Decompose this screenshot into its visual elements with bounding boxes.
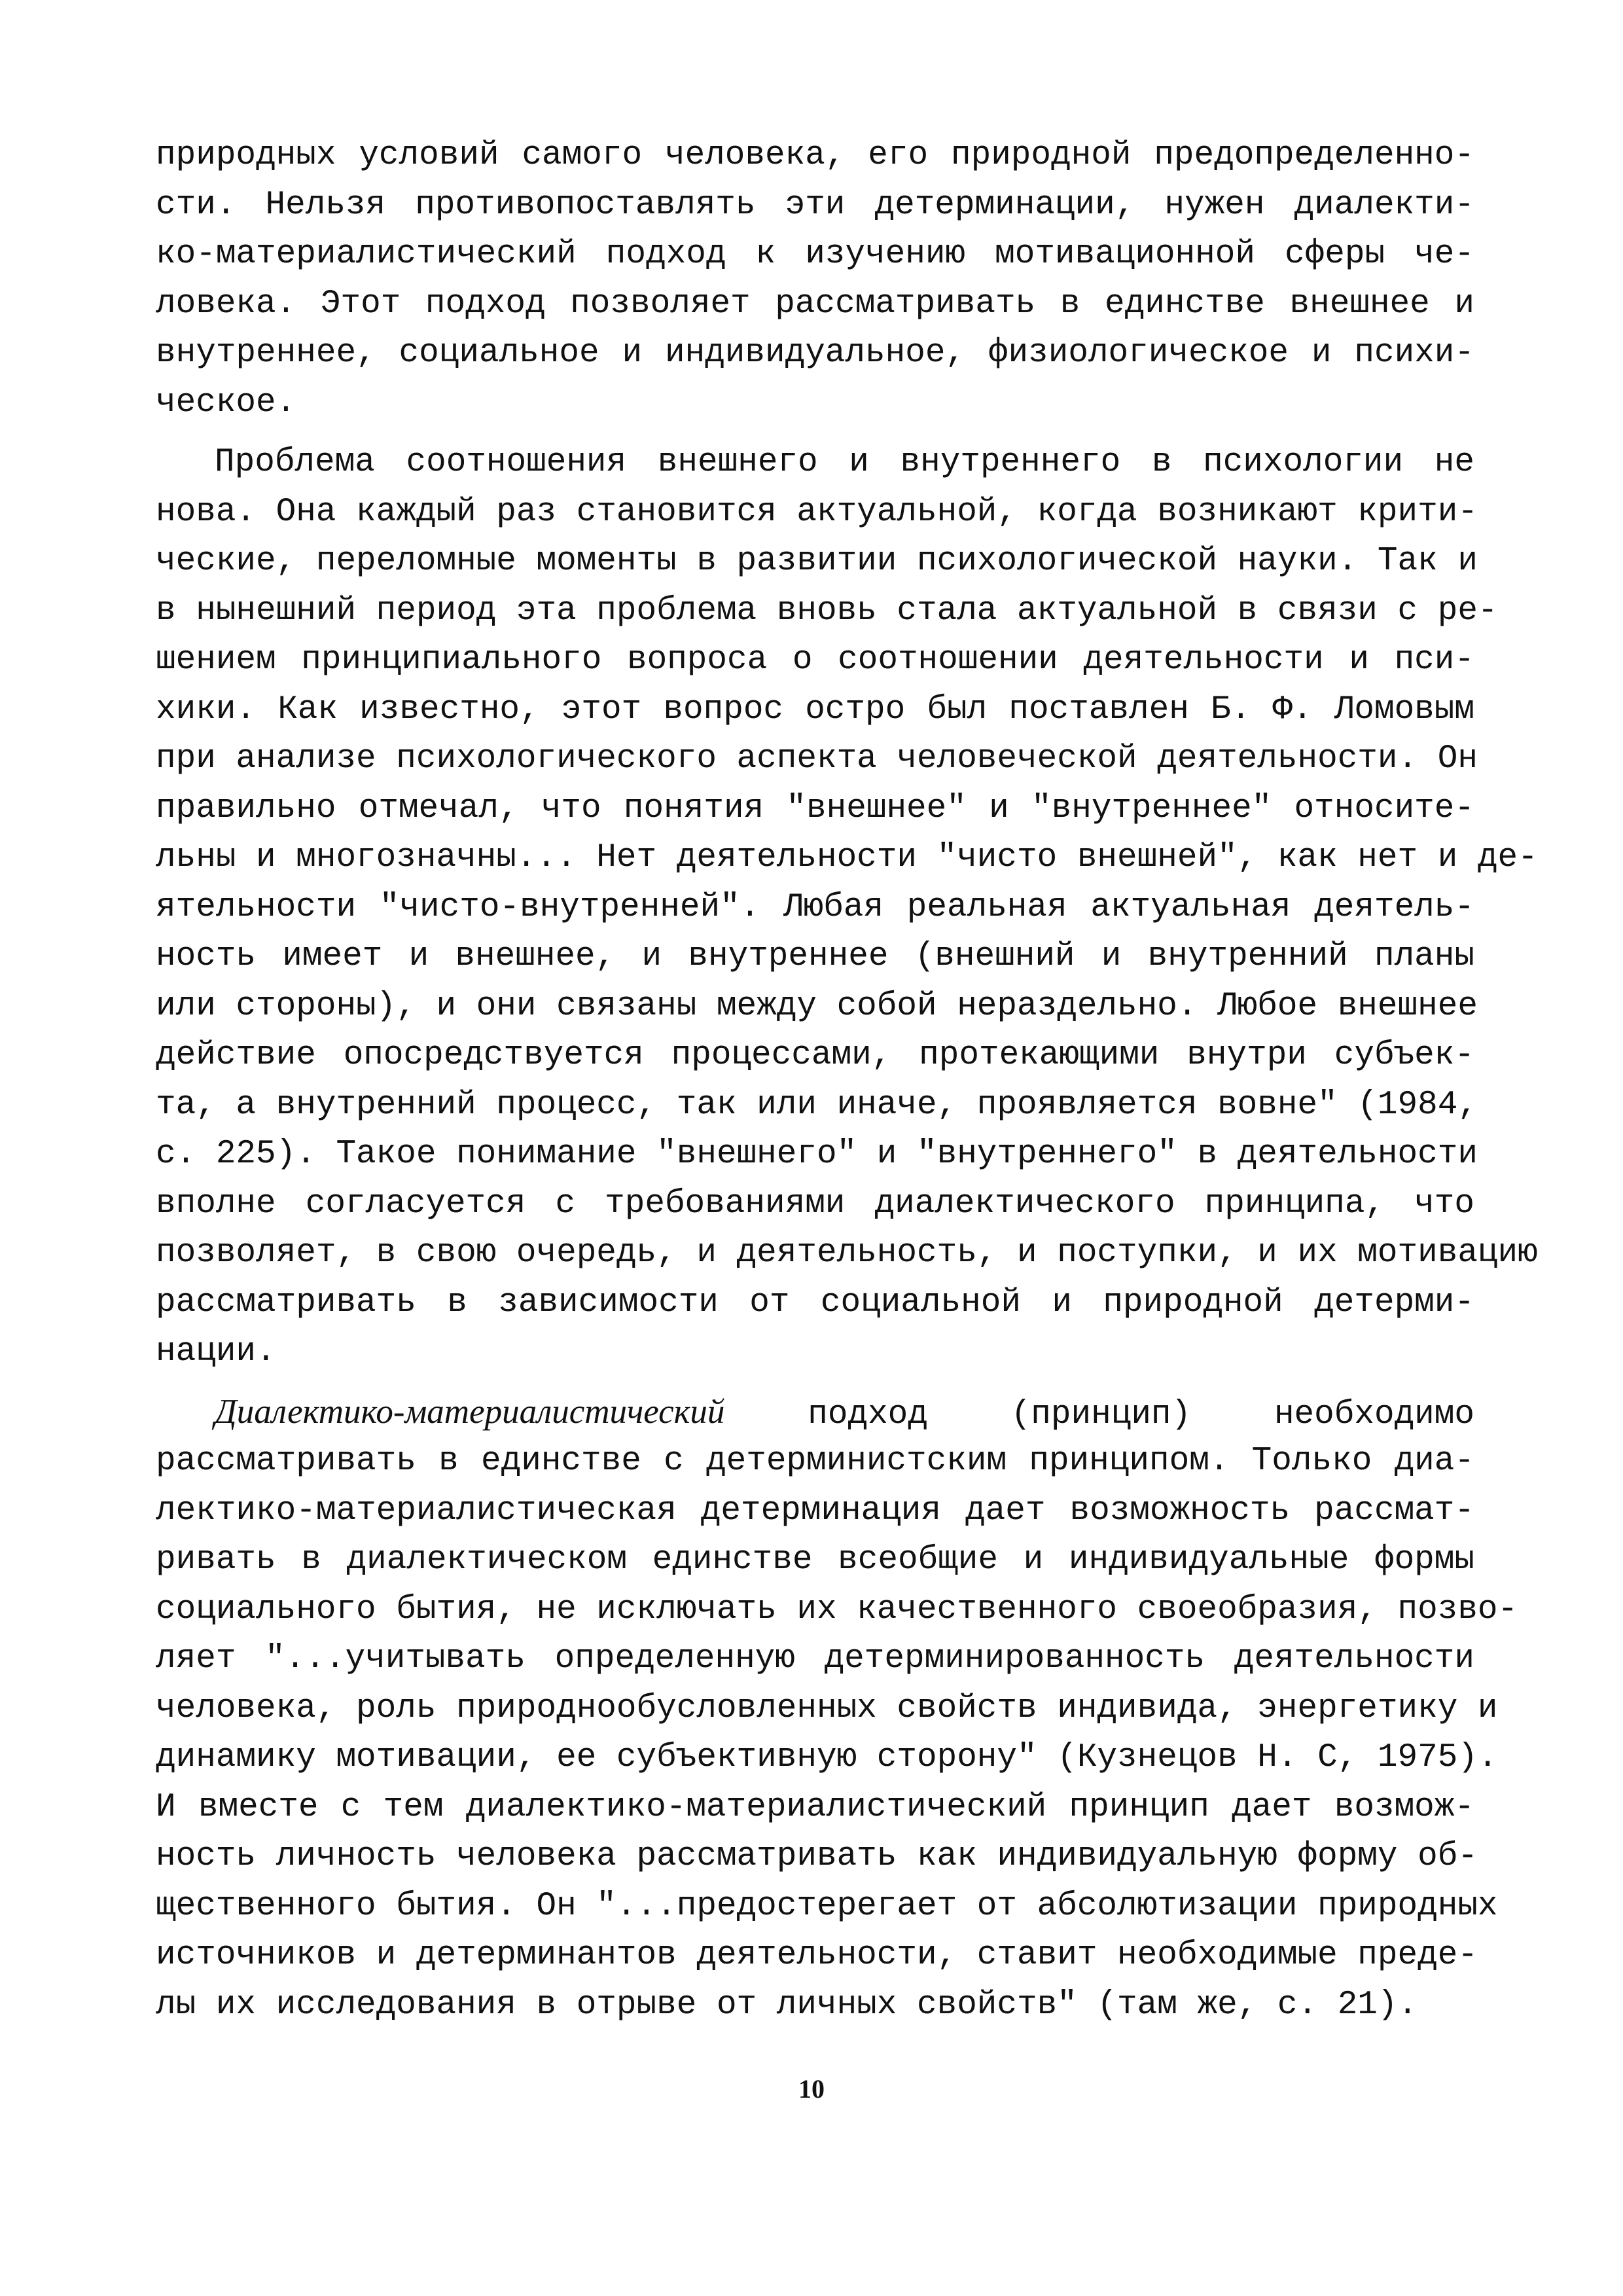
text-line: правильно отмечал, что понятия "внешнее" и "внутреннее" относите- bbox=[156, 789, 1474, 827]
paragraph bbox=[156, 131, 1474, 427]
text-line: внутреннее, социальное и индивидуальное, физиологическое и психи- bbox=[156, 334, 1474, 372]
text-line: ко-материалистический подход к изучению мотивационной сферы че- bbox=[156, 236, 1474, 273]
text-line: нации. bbox=[156, 1333, 276, 1371]
text-line: природных условий самого человека, его природной предопределенно- bbox=[156, 137, 1474, 174]
text-line: вполне согласуется с требованиями диалектического принципа, что bbox=[156, 1185, 1474, 1223]
text-line: нова. Она каждый раз становится актуальной, когда возникают крити- bbox=[156, 493, 1478, 531]
text-run: подход (принцип) необходимо bbox=[808, 1395, 1475, 1433]
text-line: социального бытия, не исключать их качественного своеобразия, позво- bbox=[156, 1590, 1518, 1628]
text-line: хики. Как известно, этот вопрос остро был поставлен Б. Ф. Ломовым bbox=[156, 691, 1474, 728]
text-line: та, а внутренний процесс, так или иначе, проявляется вовне" (1984, bbox=[156, 1086, 1478, 1124]
text-line: источников и детерминантов деятельности, ставит необходимые преде- bbox=[156, 1937, 1478, 1974]
text-line: рассматривать в зависимости от социальной и природной детерми- bbox=[156, 1283, 1474, 1321]
text-line: лы их исследования в отрыве от личных свойств" (там же, с. 21). bbox=[156, 1986, 1418, 2024]
text-line: льны и многозначны... Нет деятельности "чисто внешней", как нет и де- bbox=[156, 839, 1538, 876]
body-text bbox=[156, 131, 1538, 2030]
text-line: ность личность человека рассматривать как индивидуальную форму об- bbox=[156, 1838, 1478, 1875]
text-line bbox=[156, 1388, 1474, 1437]
text-line: ятельности "чисто-внутренней". Любая реальная актуальная деятель- bbox=[156, 888, 1474, 926]
text-line: в нынешний период эта проблема вновь стала актуальной в связи с ре- bbox=[156, 592, 1498, 630]
text-line: рассматривать в единстве с детерминистским принципом. Только диа- bbox=[156, 1443, 1474, 1480]
text-line: ривать в диалектическом единстве всеобщие и индивидуальные формы bbox=[156, 1541, 1474, 1579]
text-line: динамику мотивации, ее субъективную сторону" (Кузнецов Н. С, 1975). bbox=[156, 1739, 1498, 1776]
text-line: шением принципиального вопроса о соотношении деятельности и пси- bbox=[156, 641, 1474, 679]
text-line: И вместе с тем диалектико-материалистический принцип дает возмож- bbox=[156, 1788, 1474, 1826]
text-line: ность имеет и внешнее, и внутреннее (внешний и внутренний планы bbox=[156, 938, 1474, 975]
text-line: действие опосредствуется процессами, протекающими внутри субъек- bbox=[156, 1037, 1474, 1074]
text-line: Проблема соотношения внешнего и внутреннего в психологии не bbox=[215, 444, 1474, 481]
text-line: лектико-материалистическая детерминация дает возможность рассмат- bbox=[156, 1492, 1474, 1530]
text-line: с. 225). Такое понимание "внешнего" и "внутреннего" в деятельности bbox=[156, 1136, 1478, 1173]
text-line: ческие, переломные моменты в развитии психологической науки. Так и bbox=[156, 543, 1478, 580]
page-number: 10 bbox=[798, 2074, 825, 2104]
text-line: ческое. bbox=[156, 384, 296, 422]
text-line: ловека. Этот подход позволяет рассматривать в единстве внешнее и bbox=[156, 285, 1474, 323]
text-line: или стороны), и они связаны между собой нераздельно. Любое внешнее bbox=[156, 987, 1478, 1025]
paragraph bbox=[156, 1388, 1518, 2030]
italic-term: Диалектико-материалистический bbox=[215, 1392, 725, 1431]
text-line: щественного бытия. Он "...предостерегает от абсолютизации природных bbox=[156, 1887, 1498, 1925]
text-line: сти. Нельзя противопоставлять эти детерминации, нужен диалекти- bbox=[156, 186, 1474, 224]
text-line: ляет "...учитывать определенную детерминированность деятельности bbox=[156, 1640, 1474, 1677]
text-line: человека, роль природнообусловленных свойств индивида, энергетику и bbox=[156, 1689, 1498, 1727]
paragraph bbox=[156, 438, 1538, 1377]
text-line: позволяет, в свою очередь, и деятельность, и поступки, и их мотивацию bbox=[156, 1234, 1538, 1272]
text-line: при анализе психологического аспекта человеческой деятельности. Он bbox=[156, 740, 1478, 778]
